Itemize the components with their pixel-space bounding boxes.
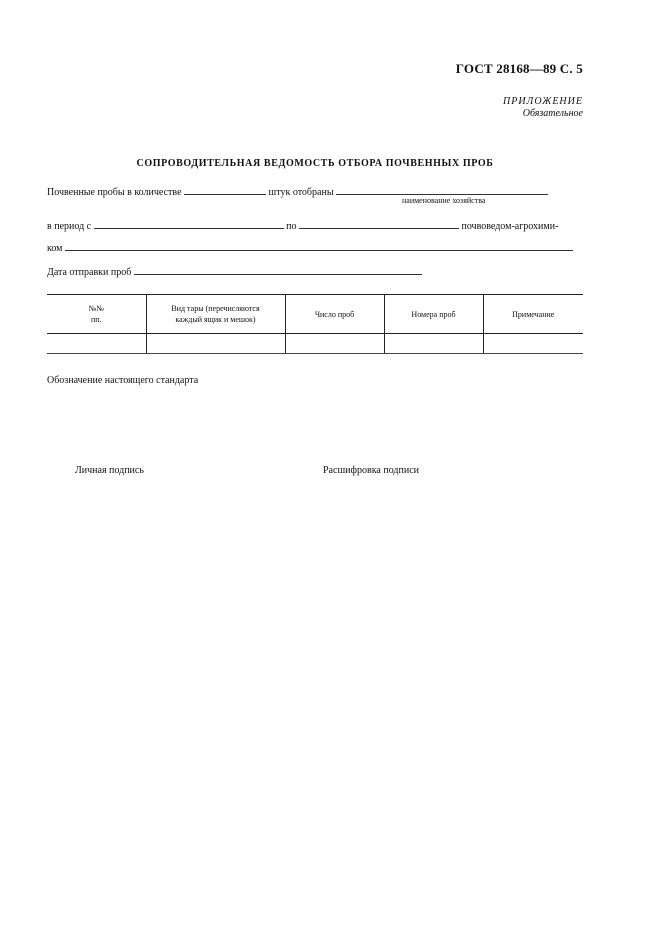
standard-header: ГОСТ 28168—89 С. 5	[455, 61, 583, 76]
period-to-blank	[299, 218, 459, 229]
quantity-label: Почвенные пробы в количестве	[47, 187, 182, 198]
quantity-blank	[184, 184, 266, 195]
col-number-header	[47, 295, 146, 334]
soil-scientist-label: почвоведом-агрохими-	[461, 221, 559, 232]
period-from-blank	[94, 218, 284, 229]
form-line-dispatch-date	[47, 264, 422, 278]
col-count-header: Число проб	[285, 295, 384, 334]
col-number-line2: пп.	[90, 315, 102, 324]
standard-designation-label: Обозначение настоящего стандарта	[47, 375, 199, 386]
farm-name-blank	[336, 184, 548, 195]
agrochemist-label: ком	[47, 243, 63, 254]
collected-label: штук отобраны	[268, 187, 334, 198]
table-cell	[285, 334, 384, 354]
period-to-label: по	[286, 221, 297, 232]
period-from-label: в период с	[47, 221, 92, 232]
dispatch-date-blank	[134, 264, 422, 275]
signature-decryption-label: Расшифровка подписи	[323, 465, 419, 476]
form-line-period	[47, 218, 558, 232]
appendix-label: ПРИЛОЖЕНИЕ	[503, 96, 583, 107]
agrochemist-blank	[65, 240, 573, 251]
col-container-line2: каждый ящик и мешок)	[175, 315, 256, 324]
col-sample-numbers-header: Номера проб	[384, 295, 483, 334]
farm-name-hint: наименование хозяйства	[402, 196, 486, 205]
signature-label: Личная подпись	[75, 465, 144, 476]
table-cell	[483, 334, 583, 354]
dispatch-date-label: Дата отправки проб	[47, 267, 132, 278]
samples-table	[47, 294, 583, 354]
form-line-agrochemist	[47, 240, 573, 254]
col-number-line1: №№	[88, 304, 104, 313]
table-row	[47, 334, 583, 354]
col-container-header	[146, 295, 285, 334]
table-cell	[146, 334, 285, 354]
table-header-row	[47, 295, 583, 334]
appendix-status: Обязательное	[522, 108, 583, 119]
document-title: СОПРОВОДИТЕЛЬНАЯ ВЕДОМОСТЬ ОТБОРА ПОЧВЕННЫХ ПРОБ	[136, 158, 494, 169]
col-notes-header: Примечание	[483, 295, 583, 334]
table-cell	[384, 334, 483, 354]
col-container-line1: Вид тары (перечисляются	[171, 304, 260, 313]
table-cell	[47, 334, 146, 354]
